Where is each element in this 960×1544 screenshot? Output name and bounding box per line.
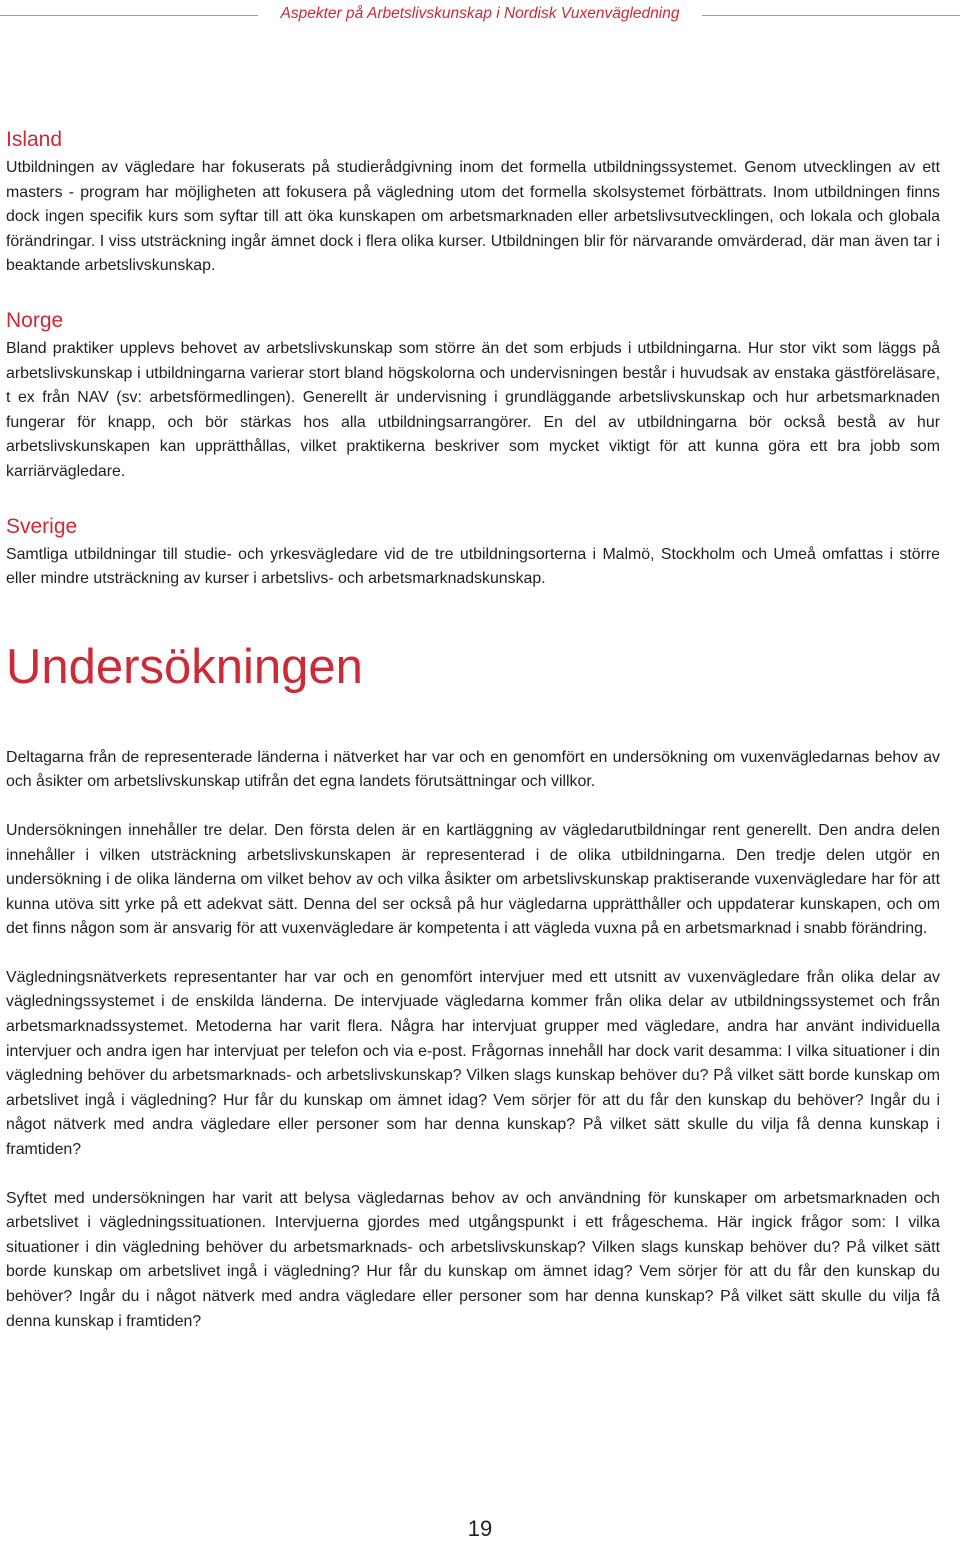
page-body [6,124,940,1334]
running-header [0,2,960,28]
paragraph-island: Utbildningen av vägledare har fokuserats på studierådgivning inom det formella utbildningssystemet. Genom utvecklingen av ett masters - program har möjligheten att fokusera på vägledning utom det formella skolsystemet förbättrats. Inom utbildningen finns dock ingen specifik kurs som syftar till att öka kunskapen om arbetsmarknaden eller arbetslivsutvecklingen, och lokala och globala förändringar. I viss utsträckning ingår ämnet dock i flera olika kurser. Utbildningen blir för närvarande omvärderad, där man även tar i beaktande arbetslivskunskap. [6,159,940,275]
section-norge [6,305,940,485]
header-rule-right [702,15,960,16]
paragraph-sverige: Samtliga utbildningar till studie- och yrkesvägledare vid de tre utbildningsorterna i Malmö, Stockholm och Umeå omfattas i större eller mindre utsträckning av kurser i arbetslivs- och arbetsmarknadskunskap. [6,545,940,588]
running-header-title: Aspekter på Arbetslivskunskap i Nordisk Vuxenvägledning [280,5,680,22]
heading-sverige: Sverige [6,514,78,538]
section-undersokningen [6,637,940,1334]
paragraph-undersokningen-3: Vägledningsnätverkets representanter har var och en genomfört intervjuer med ett utsnitt av vuxenvägledare från olika delar av vägledningssystemet i de enskilda länderna. De intervjuade vägledarna kommer från olika delar av utbildningssystemet och från arbetsmarknadssystemet. Metoderna har varit flera. Några har intervjuat grupper med vägledare, andra har använt individuella intervjuer och andra igen har intervjuat per telefon och via e-post. Frågornas innehåll har dock varit desamma: I vilka situationer i din vägledning behöver du arbetsmarknads- och arbetslivskunskap? Vilken slags kunskap behöver du? På vilket sätt borde kunskap om arbetslivet ingå i vägledning? Hur får du kunskap om ämnet idag? Vem sörjer för att du får den kunskap du behöver? Ingår du i något nätverk med andra vägledare eller personer som har denna kunskap? På vilket sätt skulle du vilja få denna kunskap i framtiden? [6,968,940,1159]
paragraph-norge: Bland praktiker upplevs behovet av arbetslivskunskap som större än det som erbjuds i utbildningarna. Hur stor vikt som läggs på arbetslivskunskap i utbildningarna varierar stort bland högskolorna och undervisningen består i huvudsak av enstaka gästföreläsare, t ex från NAV (sv: arbetsförmedlingen). Generellt är undervisning i grundläggande arbetslivskunskap och hur arbetsmarknaden fungerar för knapp, och bör stärkas hos alla utbildningsarrangörer. En del av utbildningarna bör också bestå av hur arbetslivskunskapen kan upprätthållas, vilket praktikerna beskriver som mycket viktigt för att kunna göra ett bra jobb som karriärvägledare. [6,339,940,480]
paragraph-undersokningen-4: Syftet med undersökningen har varit att belysa vägledarnas behov av och användning för kunskaper om arbetsmarknaden och arbetslivet i vägledningssituationen. Intervjuerna gjordes med utgångspunkt i ett frågeschema. Här ingick frågor som: I vilka situationer i din vägledning behöver du arbetsmarknads- och arbetslivskunskap? Vilken slags kunskap behöver du? På vilket sätt borde kunskap om arbetslivet ingå i vägledning? Hur får du kunskap om ämnet idag? Vem sörjer för att du får den kunskap du behöver? Ingår du i något nätverk med andra vägledare eller personer som har denna kunskap? På vilket sätt skulle du vilja få denna kunskap i framtiden? [6,1189,940,1330]
section-sverige [6,511,940,592]
paragraph-undersokningen-2: Undersökningen innehåller tre delar. Den första delen är en kartläggning av vägledarutbildningar rent generellt. Den andra delen innehåller i vilken utsträckning arbetslivskunskapen är representerad i de olika utbildningarna. Den tredje delen utgör en undersökning i de olika länderna om vilket behov av och vilka åsikter om arbetslivskunskap praktiserande vuxenvägledare har för att kunna utöva sitt yrke på ett adekvat sätt. Denna del ser också på hur vägledarna upprätthåller och uppdaterar kunskapen, och om det finns någon som är ansvarig för att vuxenvägledare är kompetenta i att vägleda vuxna på en arbetsmarknad i snabb förändring. [6,821,940,938]
section-island [6,124,940,279]
page-number: 19 [467,1516,493,1541]
heading-island: Island [6,128,63,151]
heading-norge: Norge [6,308,64,332]
heading-undersokningen: Undersökningen [6,639,363,694]
paragraph-undersokningen-1: Deltagarna från de representerade länderna i nätverket har var och en genomfört en undersökning om vuxenvägledarnas behov av och åsikter om arbetslivskunskap utifrån det egna landets förutsättningar och villkor. [6,748,940,791]
header-rule-left [0,15,258,16]
